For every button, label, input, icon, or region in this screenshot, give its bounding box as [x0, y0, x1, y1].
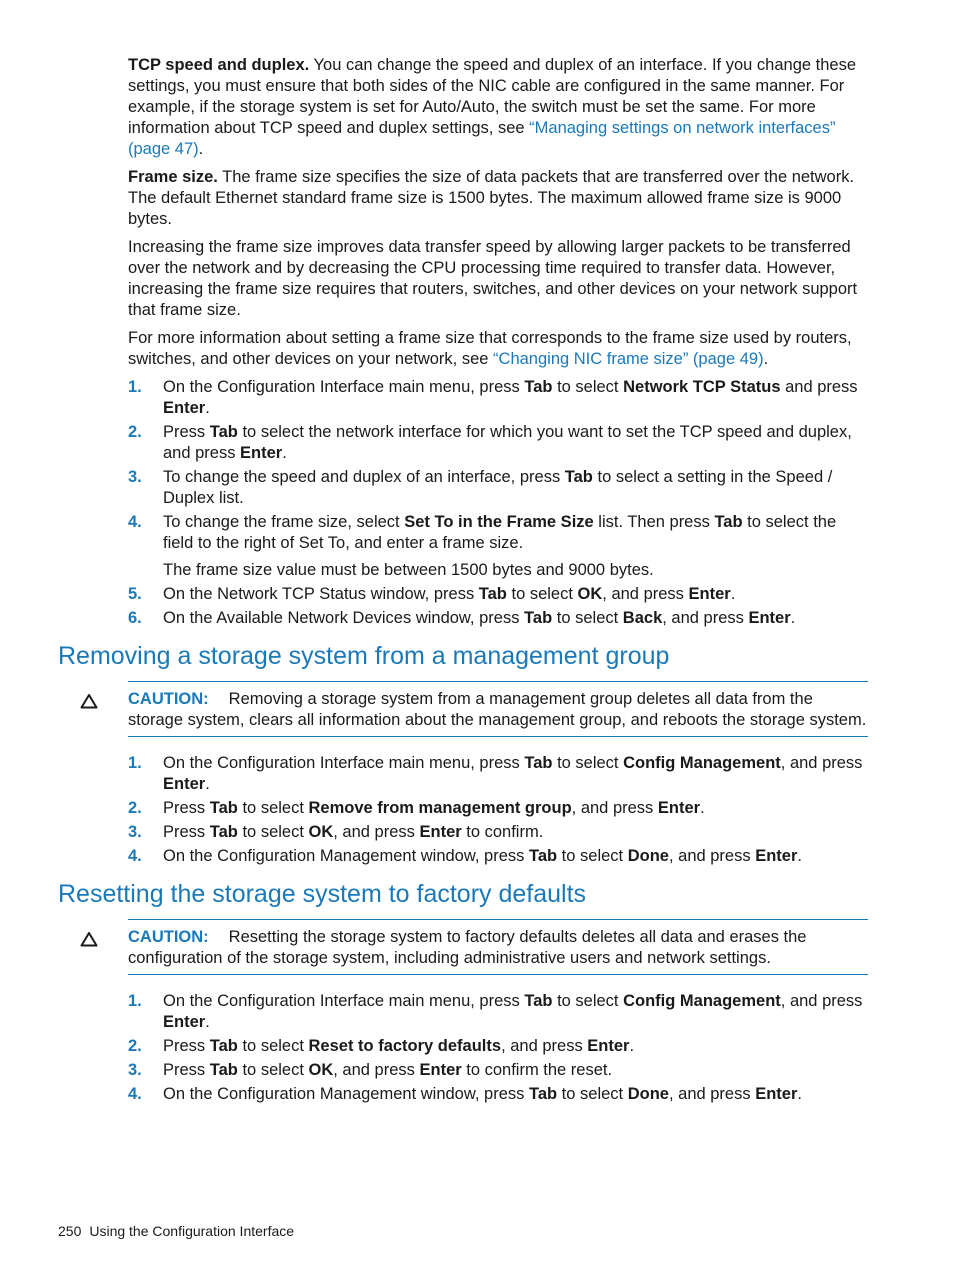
key-label: Tab	[209, 1037, 238, 1055]
step-text: , and press	[780, 754, 863, 772]
list-item	[128, 753, 868, 795]
step-text: On the Network TCP Status window, press	[163, 585, 479, 603]
page-number: 250	[58, 1223, 82, 1239]
key-label: Enter	[657, 799, 701, 817]
step-text: Press	[163, 423, 210, 441]
caution-triangle-icon	[80, 931, 98, 947]
step-text: On the Configuration Management window, press	[163, 1085, 529, 1103]
step-number: 1.	[128, 754, 142, 772]
step-number: 3.	[128, 823, 142, 841]
menu-label: OK	[308, 1061, 334, 1079]
key-label: Enter	[240, 444, 283, 462]
key-label: Tab	[528, 847, 558, 865]
step-text: .	[205, 775, 210, 793]
step-text: Press	[163, 799, 210, 817]
list-item	[128, 584, 868, 605]
step-text: Press	[163, 1037, 210, 1055]
key-label: Tab	[524, 754, 553, 772]
key-label: Tab	[524, 378, 553, 396]
key-label: Tab	[524, 992, 553, 1010]
list-item	[128, 1084, 868, 1105]
step-text: On the Configuration Interface main menu, press	[163, 754, 525, 772]
step-text: , and press	[668, 847, 756, 865]
step-text: to select	[237, 823, 309, 841]
frame-steps-list	[128, 377, 868, 629]
menu-label: Remove from management group	[308, 799, 572, 817]
menu-label: Done	[627, 847, 669, 865]
chapter-title: Using the Configuration Interface	[89, 1223, 295, 1239]
step-number: 4.	[128, 1085, 142, 1103]
key-label: Enter	[587, 1037, 630, 1055]
step-text: to select	[237, 799, 309, 817]
list-item	[128, 798, 868, 819]
list-item	[128, 422, 868, 464]
tcp-tail: .	[198, 140, 204, 158]
caution-text: Resetting the storage system to factory defaults deletes all data and erases the configuration of the storage system, including administrative users and network settings.	[128, 928, 807, 967]
menu-label: OK	[577, 585, 603, 603]
step-text: to select the field to the right of Set To, and enter a frame size.	[163, 513, 837, 552]
key-label: Tab	[209, 1061, 238, 1079]
step-text: , and press	[668, 1085, 756, 1103]
step-text: , and press	[571, 799, 658, 817]
tcp-link[interactable]: “Managing settings on network interfaces” (page 47)	[128, 119, 836, 158]
moreinfo-text: For more information about setting a frame size that corresponds to the frame size used by routers, switches, and other devices on your network, see	[128, 329, 852, 368]
key-label: Tab	[524, 609, 553, 627]
list-item	[128, 608, 868, 629]
key-label: Enter	[163, 399, 206, 417]
step-text: On the Configuration Interface main menu, press	[163, 992, 525, 1010]
step-text: , and press	[662, 609, 749, 627]
step-text: .	[700, 799, 705, 817]
key-label: Enter	[419, 823, 462, 841]
step-number: 2.	[128, 799, 142, 817]
key-label: Enter	[748, 609, 791, 627]
key-label: Enter	[163, 1013, 206, 1031]
caution-box-remove	[128, 681, 868, 737]
caution-triangle-icon	[80, 693, 98, 709]
step-text: .	[790, 609, 796, 627]
list-item	[128, 991, 868, 1033]
step-number: 1.	[128, 378, 142, 396]
key-label: Tab	[564, 468, 593, 486]
key-label: Tab	[209, 823, 238, 841]
frame-size-note: The frame size value must be between 1500 bytes and 9000 bytes.	[163, 561, 654, 579]
step-text: , and press	[333, 1061, 420, 1079]
menu-label: Config Management	[623, 992, 781, 1010]
list-item	[128, 822, 868, 843]
menu-label: Reset to factory defaults	[308, 1037, 502, 1055]
list-item	[128, 1036, 868, 1057]
step-text: list. Then press	[593, 513, 715, 531]
menu-label: OK	[308, 823, 334, 841]
frame-size-link[interactable]: “Changing NIC frame size” (page 49)	[493, 350, 764, 368]
step-text: to select	[557, 1085, 628, 1103]
key-label: Enter	[755, 1085, 798, 1103]
step-text: to select	[237, 1037, 309, 1055]
step-text: On the Configuration Management window, press	[163, 847, 529, 865]
menu-label: Set To in the Frame Size	[404, 513, 594, 531]
menu-label: Back	[622, 609, 663, 627]
tcp-text: You can change the speed and duplex of an interface. If you change these settings, you must ensure that both sides of the NIC cable are configured in the same manner. For example, if the storage system is set for Auto/Auto, the switch must be set the same. For more information about TCP speed and duplex settings, see	[128, 56, 856, 137]
menu-label: Done	[627, 1085, 669, 1103]
remove-steps-list	[128, 753, 868, 867]
step-text: .	[629, 1037, 635, 1055]
step-number: 4.	[128, 513, 142, 531]
step-text: .	[730, 585, 736, 603]
step-text: to select a setting in the Speed / Duplex list.	[163, 468, 833, 507]
step-text: .	[797, 847, 802, 865]
key-label: Tab	[528, 1085, 558, 1103]
step-text: to select the network interface for which you want to set the TCP speed and duplex, and press	[163, 423, 852, 462]
step-text: , and press	[333, 823, 420, 841]
key-label: Enter	[755, 847, 798, 865]
step-text: , and press	[602, 585, 689, 603]
step-number: 2.	[128, 1037, 142, 1055]
tcp-paragraph	[128, 55, 868, 160]
key-label: Tab	[478, 585, 507, 603]
step-text: to select	[552, 609, 623, 627]
step-text: Press	[163, 823, 210, 841]
step-text: To change the frame size, select	[163, 513, 405, 531]
increase-paragraph: Increasing the frame size improves data transfer speed by allowing larger packets to be transferred over the network and by decreasing the CPU processing time required to transfer data. However, increasing the frame size requires that routers, switches, and other devices on your network support that frame size.	[128, 238, 858, 319]
key-label: Enter	[688, 585, 731, 603]
step-text: , and press	[501, 1037, 588, 1055]
step-number: 4.	[128, 847, 142, 865]
menu-label: Network TCP Status	[623, 378, 781, 396]
step-number: 2.	[128, 423, 142, 441]
caution-box-reset	[128, 919, 868, 975]
moreinfo-tail: .	[763, 350, 769, 368]
step-text: to confirm the reset.	[461, 1061, 613, 1079]
step-text: On the Configuration Interface main menu, press	[163, 378, 525, 396]
step-text: to select	[552, 754, 624, 772]
tcp-lead: TCP speed and duplex.	[128, 56, 310, 74]
caution-text: Removing a storage system from a management group deletes all data from the storage system, clears all information about the management group, and reboots the storage system.	[128, 690, 867, 729]
section-heading-remove: Removing a storage system from a management group	[58, 642, 670, 670]
page-footer	[58, 1222, 294, 1240]
menu-label: Config Management	[623, 754, 781, 772]
frame-paragraph	[128, 167, 868, 230]
step-text: To change the speed and duplex of an interface, press	[163, 468, 565, 486]
step-text: to select	[552, 992, 624, 1010]
step-text: .	[282, 444, 287, 462]
moreinfo-paragraph	[128, 328, 868, 370]
step-text: .	[797, 1085, 802, 1103]
key-label: Tab	[209, 423, 238, 441]
list-item	[128, 377, 868, 419]
page-content	[58, 55, 868, 1110]
step-text: and press	[780, 378, 858, 396]
key-label: Tab	[209, 799, 238, 817]
step-text: to select	[237, 1061, 309, 1079]
key-label: Enter	[419, 1061, 462, 1079]
list-item	[128, 846, 868, 867]
key-label: Enter	[163, 775, 206, 793]
section-heading-reset: Resetting the storage system to factory defaults	[58, 880, 587, 908]
step-number: 6.	[128, 609, 142, 627]
caution-label: CAUTION:	[128, 690, 209, 708]
list-item	[128, 512, 868, 581]
reset-steps-list	[128, 991, 868, 1105]
step-text: to confirm.	[461, 823, 544, 841]
step-number: 3.	[128, 1061, 142, 1079]
step-number: 1.	[128, 992, 142, 1010]
key-label: Tab	[714, 513, 743, 531]
step-text: , and press	[780, 992, 863, 1010]
step-text: .	[205, 1013, 210, 1031]
caution-label: CAUTION:	[128, 928, 209, 946]
step-number: 5.	[128, 585, 142, 603]
step-text: to select	[552, 378, 624, 396]
step-text: On the Available Network Devices window, press	[163, 609, 525, 627]
step-text: .	[205, 399, 210, 417]
frame-lead: Frame size.	[128, 168, 218, 186]
step-text: to select	[506, 585, 578, 603]
list-item	[128, 467, 868, 509]
step-text: to select	[557, 847, 628, 865]
step-text: Press	[163, 1061, 210, 1079]
frame-text: The frame size specifies the size of data packets that are transferred over the network. The default Ethernet standard frame size is 1500 bytes. The maximum allowed frame size is 9000 bytes.	[128, 168, 855, 228]
step-number: 3.	[128, 468, 142, 486]
list-item	[128, 1060, 868, 1081]
